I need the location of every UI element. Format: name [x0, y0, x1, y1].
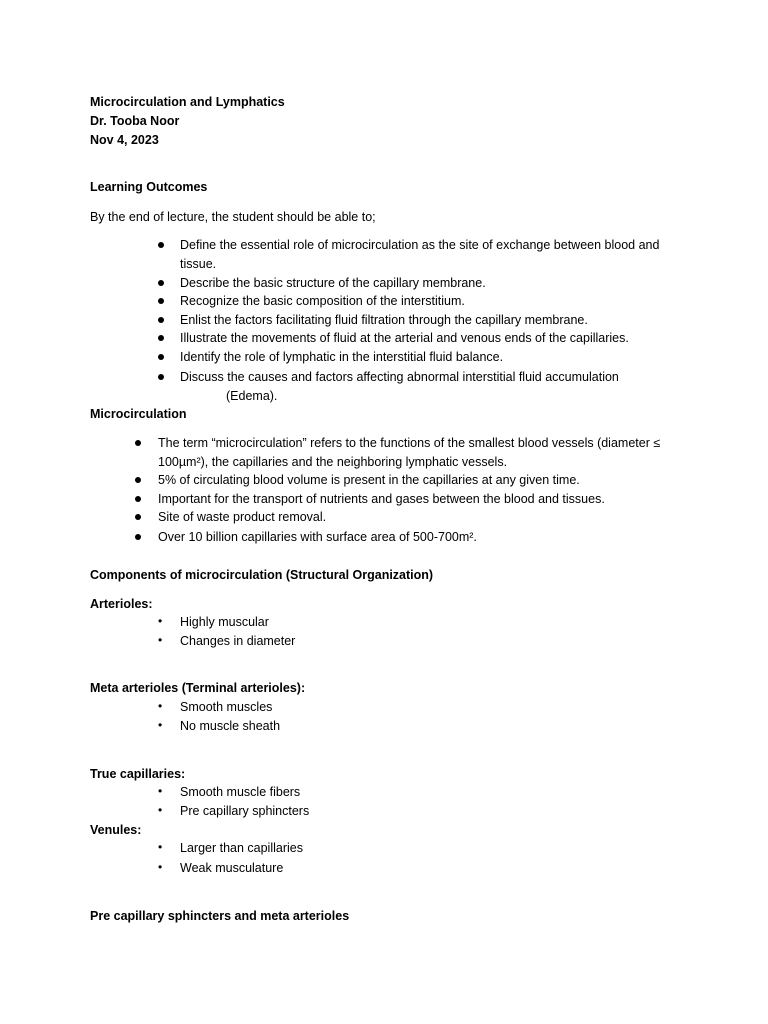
list-item: (Edema).	[226, 389, 278, 403]
list-item: Describe the basic structure of the capillary membrane.	[180, 276, 486, 290]
list-item: The term “microcirculation” refers to the functions of the smallest blood vessels (diameter ≤	[158, 436, 661, 450]
bullet	[158, 354, 164, 360]
learning-intro: By the end of lecture, the student should be able to;	[90, 210, 376, 224]
bullet	[158, 242, 164, 248]
bullet	[135, 534, 141, 540]
components-heading: Components of microcirculation (Structural Organization)	[90, 568, 434, 582]
bullet: •	[158, 699, 163, 713]
list-item: Recognize the basic composition of the interstitium.	[180, 294, 465, 308]
list-item: Pre capillary sphincters	[180, 804, 310, 818]
bullet	[158, 298, 164, 304]
bullet: •	[158, 718, 163, 732]
bullet: •	[158, 614, 163, 628]
list-item: Highly muscular	[180, 615, 269, 629]
true-capillaries-heading: True capillaries:	[90, 767, 186, 781]
list-item: Weak musculature	[180, 861, 284, 875]
bullet	[135, 440, 141, 446]
arterioles-heading: Arterioles:	[90, 597, 153, 611]
doc-date: Nov 4, 2023	[90, 133, 159, 147]
list-item: tissue.	[180, 257, 217, 271]
list-item: Over 10 billion capillaries with surface area of 500-700m².	[158, 530, 477, 544]
bullet	[158, 335, 164, 341]
doc-title: Microcirculation and Lymphatics	[90, 95, 285, 109]
list-item: Define the essential role of microcirculation as the site of exchange between blood and	[180, 238, 660, 252]
list-item: Enlist the factors facilitating fluid filtration through the capillary membrane.	[180, 313, 588, 327]
bullet	[158, 280, 164, 286]
doc-author: Dr. Tooba Noor	[90, 114, 180, 128]
list-item: 100µm²), the capillaries and the neighboring lymphatic vessels.	[158, 455, 508, 469]
microcirculation-heading: Microcirculation	[90, 407, 187, 421]
meta-arterioles-heading: Meta arterioles (Terminal arterioles):	[90, 681, 306, 695]
bullet	[135, 477, 141, 483]
bullet	[135, 496, 141, 502]
list-item: Smooth muscle fibers	[180, 785, 301, 799]
pre-capillary-heading: Pre capillary sphincters and meta arterioles	[90, 909, 350, 923]
bullet	[135, 514, 141, 520]
bullet	[158, 374, 164, 380]
bullet: •	[158, 784, 163, 798]
venules-heading: Venules:	[90, 823, 142, 837]
list-item: Identify the role of lymphatic in the interstitial fluid balance.	[180, 350, 504, 364]
bullet: •	[158, 860, 163, 874]
list-item: Discuss the causes and factors affecting abnormal interstitial fluid accumulation	[180, 370, 619, 384]
list-item: Important for the transport of nutrients and gases between the blood and tissues.	[158, 492, 605, 506]
list-item: Site of waste product removal.	[158, 510, 327, 524]
learning-outcomes-heading: Learning Outcomes	[90, 180, 208, 194]
list-item: 5% of circulating blood volume is present in the capillaries at any given time.	[158, 473, 580, 487]
list-item: Illustrate the movements of fluid at the arterial and venous ends of the capillaries.	[180, 331, 629, 345]
list-item: Changes in diameter	[180, 634, 296, 648]
bullet: •	[158, 803, 163, 817]
bullet: •	[158, 633, 163, 647]
list-item: Smooth muscles	[180, 700, 273, 714]
bullet: •	[158, 840, 163, 854]
bullet	[158, 317, 164, 323]
list-item: Larger than capillaries	[180, 841, 303, 855]
list-item: No muscle sheath	[180, 719, 281, 733]
